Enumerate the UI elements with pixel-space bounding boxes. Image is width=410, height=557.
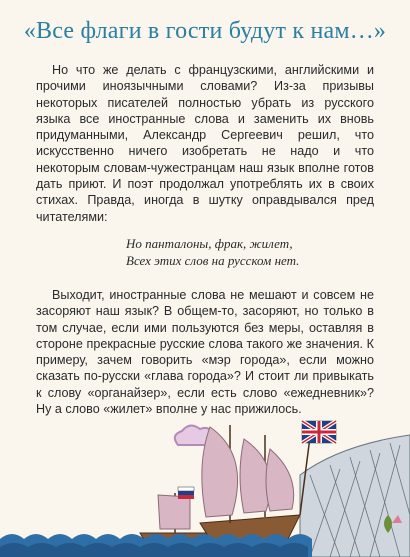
uk-flag-icon	[302, 421, 336, 443]
fence-structure	[300, 435, 410, 557]
russian-flag-icon	[178, 487, 194, 499]
paragraph-2: Выходит, иностранные слова не мешают и совсем не засоряют наш язык? В общем-то, засоряют, но только в том случае, если ими пользуются без меры, оставляя в стороне прекрасные русские слова такого же значения. К примеру, зачем говорить «мэр города», если можно сказать по-русски «глава города»? И стоит ли привыкать к слову «органайзер», если есть слово «ежедневник»? Ну а слово «жилет» вполне у нас прижилось.	[36, 287, 374, 417]
paragraph-1: Но что же делать с французскими, английскими и прочими иноязычными словами? Из-за призывы некоторых писателей полностью убрать из русского языка все иностранные слова и заменить их вновь придуманными, Александр Сергеевич решил, что искусственно ничего изобретать не надо и что некоторым словам-чужестранцам наш язык вполне готов дать приют. И поэт продолжал употреблять их в своих стихах. Правда, иногда в шутку оправдывался пред читателями:	[36, 63, 374, 224]
verse-quote	[126, 235, 374, 269]
ships-illustration	[0, 405, 410, 557]
body-text	[36, 62, 374, 417]
page-heading: «Все флаги в гости будут к нам…»	[23, 18, 387, 44]
verse-line-1: Но панталоны, фрак, жилет,	[126, 235, 293, 251]
verse-line-2: Всех этих слов на русском нет.	[126, 252, 300, 268]
